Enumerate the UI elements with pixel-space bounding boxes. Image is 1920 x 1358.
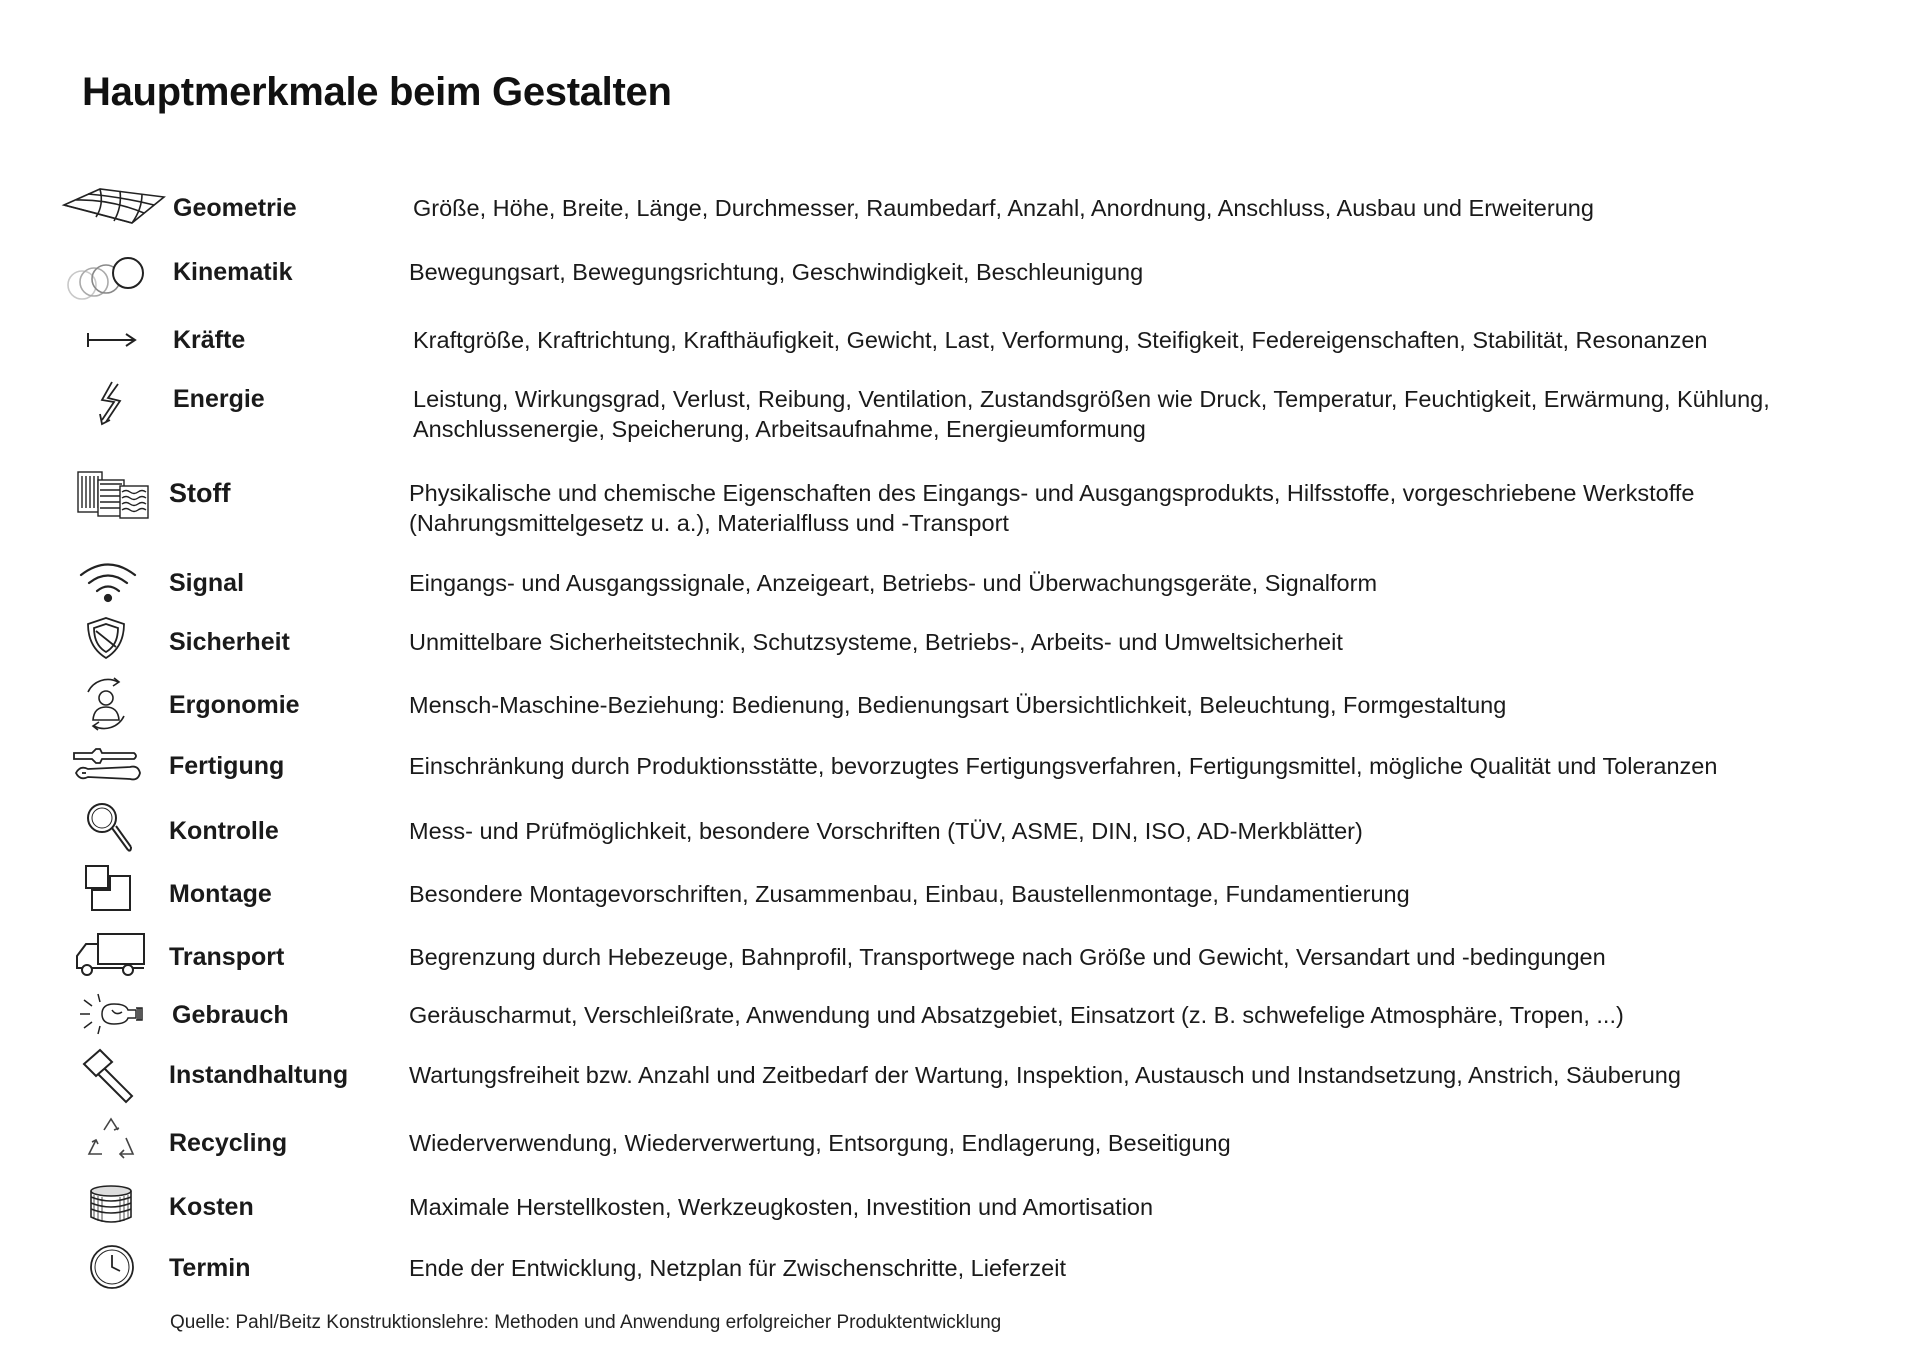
geometry-grid-icon: [60, 183, 170, 247]
page-title: Hauptmerkmale beim Gestalten: [82, 70, 672, 114]
feature-description: Wartungsfreiheit bzw. Anzahl und Zeitbedarf der Wartung, Inspektion, Austausch und Instandsetzung, Anstrich, Säuberung: [409, 1062, 1681, 1088]
feature-term: Instandhaltung: [169, 1061, 349, 1089]
feature-term: Signal: [169, 569, 245, 597]
source-citation: Quelle: Pahl/Beitz Konstruktionslehre: Methoden und Anwendung erfolgreicher Produktentwicklung: [170, 1312, 1002, 1333]
feature-description: Wiederverwendung, Wiederverwertung, Entsorgung, Endlagerung, Beseitigung: [409, 1130, 1231, 1156]
feature-term: Kinematik: [173, 258, 293, 286]
feature-description: Unmittelbare Sicherheitstechnik, Schutzsysteme, Betriebs-, Arbeits- und Umweltsicherheit: [409, 629, 1343, 655]
feature-description: Eingangs- und Ausgangssignale, Anzeigeart, Betriebs- und Überwachungsgeräte, Signalform: [409, 570, 1378, 596]
feature-term: Transport: [169, 943, 285, 971]
feature-description: Bewegungsart, Bewegungsrichtung, Geschwindigkeit, Beschleunigung: [409, 259, 1144, 285]
feature-term: Fertigung: [169, 752, 285, 780]
feature-description: Kraftgröße, Kraftrichtung, Krafthäufigkeit, Gewicht, Last, Verformung, Steifigkeit, Federeigenschaften, Stabilität, Resonanzen: [413, 327, 1708, 353]
feature-description: Maximale Herstellkosten, Werkzeugkosten, Investition und Amortisation: [409, 1194, 1154, 1220]
feature-term: Gebrauch: [172, 1001, 289, 1029]
feature-description: Begrenzung durch Hebezeuge, Bahnprofil, Transportwege nach Größe und Gewicht, Versandart und -bedingungen: [409, 944, 1606, 970]
feature-description: Leistung, Wirkungsgrad, Verlust, Reibung, Ventilation, Zustandsgrößen wie Druck, Temperatur, Feuchtigkeit, Erwärmung, Kühlung, Anschlussenergie, Speicherung, Arbeitsaufnahme, Energieumformung: [413, 386, 1770, 442]
feature-term: Termin: [169, 1254, 251, 1282]
feature-term: Stoff: [169, 478, 231, 508]
feature-description: Mensch-Maschine-Beziehung: Bedienung, Bedienungsart Übersichtlichkeit, Beleuchtung, Formgestaltung: [409, 692, 1507, 718]
feature-term: Kosten: [169, 1193, 254, 1221]
feature-term: Recycling: [169, 1129, 288, 1157]
feature-term: Montage: [169, 880, 272, 908]
feature-description: Größe, Höhe, Breite, Länge, Durchmesser, Raumbedarf, Anzahl, Anordnung, Anschluss, Ausbau und Erweiterung: [413, 195, 1594, 221]
feature-term: Kontrolle: [169, 817, 279, 845]
truck-icon: [74, 932, 184, 996]
feature-description: Einschränkung durch Produktionsstätte, bevorzugtes Fertigungsverfahren, Fertigungsmittel, mögliche Qualität und Toleranzen: [409, 753, 1718, 779]
feature-term: Energie: [173, 385, 265, 413]
feature-description: Mess- und Prüfmöglichkeit, besondere Vorschriften (TÜV, ASME, DIN, ISO, AD-Merkblätter): [409, 818, 1363, 844]
feature-term: Kräfte: [173, 326, 246, 354]
feature-term: Ergonomie: [169, 691, 300, 719]
feature-term: Geometrie: [173, 194, 297, 222]
feature-term: Sicherheit: [169, 628, 290, 656]
feature-description: Besondere Montagevorschriften, Zusammenbau, Einbau, Baustellenmontage, Fundamentierung: [409, 881, 1410, 907]
feature-description: Physikalische und chemische Eigenschaften des Eingangs- und Ausgangsprodukts, Hilfsstoffe, vorgeschriebene Werkstoffe (Nahrungsmittelgesetz u. a.), Materialfluss und -Transport: [409, 480, 1695, 536]
feature-description: Geräuscharmut, Verschleißrate, Anwendung und Absatzgebiet, Einsatzort (z. B. schwefelige Atmosphäre, Tropen, ...): [409, 1002, 1624, 1028]
motion-circles-icon: [60, 255, 170, 319]
feature-description: Ende der Entwicklung, Netzplan für Zwischenschritte, Lieferzeit: [409, 1255, 1067, 1281]
